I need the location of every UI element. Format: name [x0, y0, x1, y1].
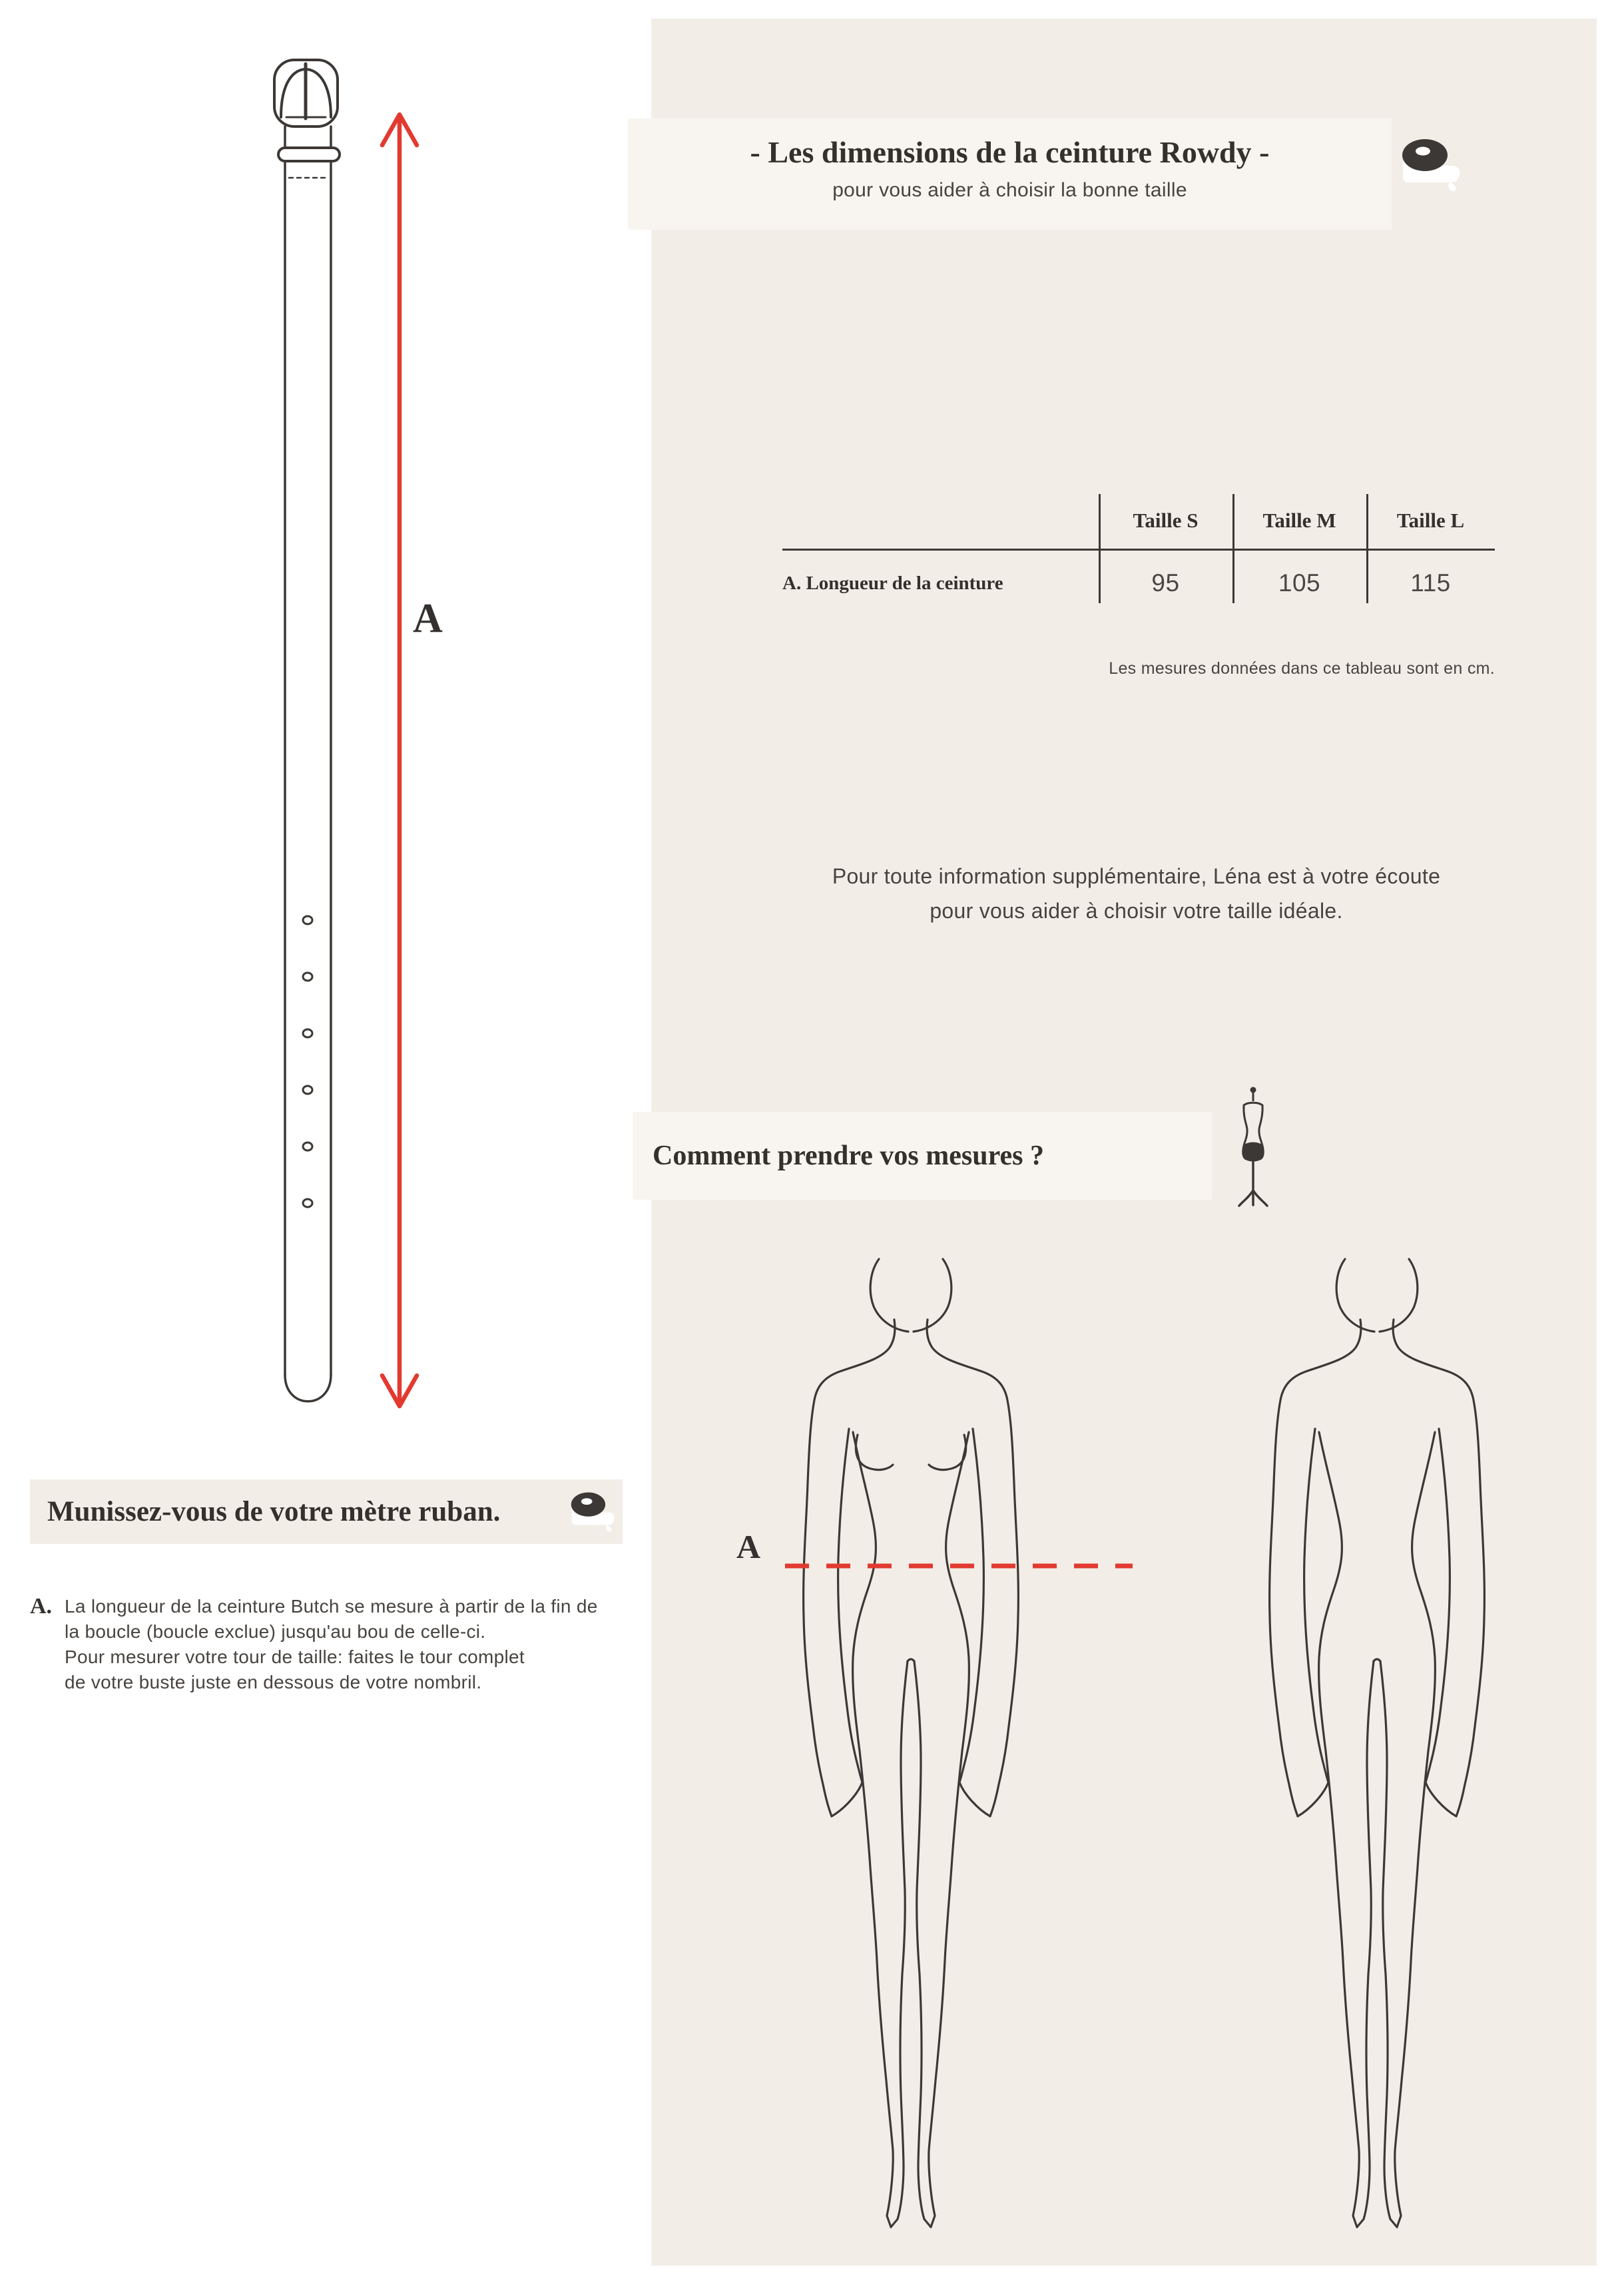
measuring-tape-icon [568, 1491, 619, 1537]
belt-length-label: A [413, 596, 443, 641]
instructions-heading: Munissez-vous de votre mètre ruban. [47, 1496, 501, 1527]
column-header-taille-s: Taille S [1133, 509, 1199, 532]
value-taille-m: 105 [1278, 569, 1321, 597]
page-title: - Les dimensions de la ceinture Rowdy - [750, 135, 1270, 169]
value-taille-s: 95 [1151, 569, 1180, 597]
value-taille-l: 115 [1410, 569, 1451, 597]
table-rule [782, 549, 1495, 551]
waist-measure-dashed-line [782, 1562, 1135, 1570]
info-text [799, 859, 1474, 928]
waist-measure-label: A [736, 1528, 761, 1565]
instruction-line: Pour mesurer votre tour de taille: faites le tour complet [65, 1647, 525, 1667]
instruction-line: de votre buste juste en dessous de votre nombril. [65, 1672, 482, 1692]
table-row-label: A. Longueur de la ceinture [782, 573, 1003, 594]
column-header-taille-m: Taille M [1262, 509, 1336, 532]
dress-form-icon [1232, 1085, 1274, 1212]
table-note: Les mesures données dans ce tableau sont en cm. [1109, 659, 1495, 678]
figure-back-illustration [1250, 1254, 1503, 2229]
header-card [628, 119, 1392, 230]
belt-keeper-loop [278, 148, 340, 161]
length-dimension-arrow [373, 105, 426, 1415]
instruction-item-text [65, 1594, 690, 1695]
instructions-heading-box [30, 1479, 623, 1544]
instruction-line: La longueur de la ceinture Butch se mesure à partir de la fin de [65, 1596, 598, 1617]
figure-front-illustration [784, 1254, 1037, 2229]
instruction-line: la boucle (boucle exclue) jusqu'au bou de celle-ci. [65, 1621, 486, 1642]
belt-holes [303, 916, 312, 1207]
measuring-tape-icon [1398, 137, 1465, 198]
column-header-taille-l: Taille L [1396, 509, 1465, 532]
measure-section-heading: Comment prendre vos mesures ? [653, 1141, 1044, 1171]
info-line: Pour toute information supplémentaire, Léna est à votre écoute [832, 864, 1441, 888]
measure-section-card [633, 1112, 1212, 1200]
info-line: pour vous aider à choisir votre taille idéale. [930, 899, 1343, 923]
instruction-item-label: A. [30, 1594, 53, 1619]
belt-tip [285, 1375, 331, 1401]
page-subtitle: pour vous aider à choisir la bonne taille [832, 178, 1187, 201]
